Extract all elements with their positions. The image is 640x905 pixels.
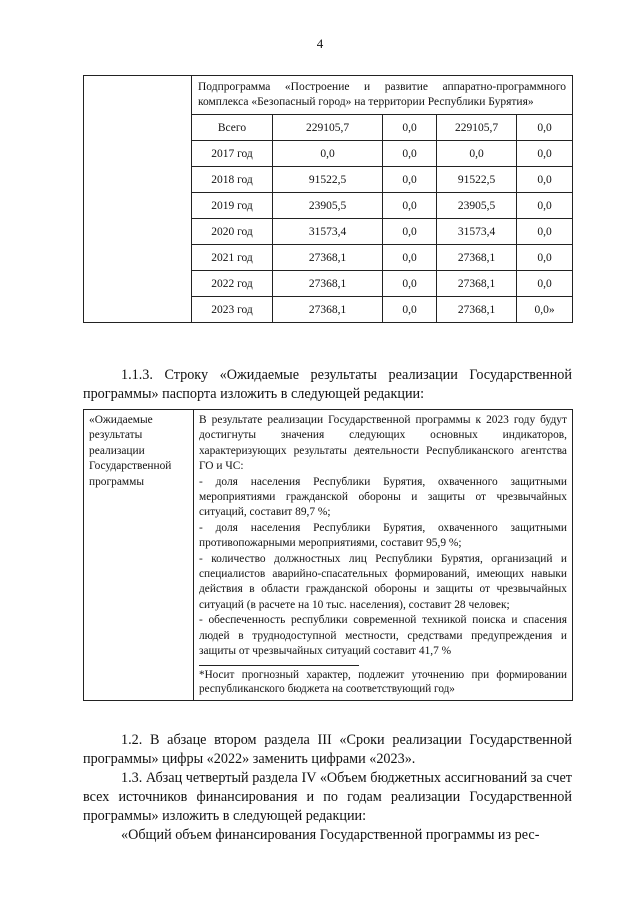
empty-left-cell	[84, 76, 192, 323]
finance-cell-c2: 0,0	[383, 271, 437, 297]
results-table	[83, 409, 572, 701]
paragraph-total-volume: «Общий объем финансирования Государственной программы из рес-	[121, 827, 540, 843]
finance-cell-c3: 0,0	[437, 141, 517, 167]
finance-cell-c1: 23905,5	[273, 193, 383, 219]
finance-cell-c3: 23905,5	[437, 193, 517, 219]
finance-cell-c1: 91522,5	[273, 167, 383, 193]
finance-cell-c1: 229105,7	[273, 115, 383, 141]
subprogram-title: Подпрограмма «Построение и развитие аппаратно-программного комплекса «Безопасный город» на территории Республики Бурятия»	[192, 76, 573, 115]
finance-cell-c1: 27368,1	[273, 297, 383, 323]
finance-cell-c2: 0,0	[383, 115, 437, 141]
finance-cell-c3: 27368,1	[437, 297, 517, 323]
results-content-cell	[194, 410, 573, 701]
finance-cell-c1: 31573,4	[273, 219, 383, 245]
results-label-cell: «Ожидаемые результаты реализации Государственной программы	[84, 410, 194, 701]
finance-cell-label: 2023 год	[192, 297, 273, 323]
finance-cell-c2: 0,0	[383, 193, 437, 219]
finance-cell-label: 2021 год	[192, 245, 273, 271]
results-item: - доля населения Республики Бурятия, охваченного защитными противопожарными мероприятиями, составит 95,9 %;	[199, 521, 567, 550]
results-item: - обеспеченность республики современной техникой поиска и спасения людей в труднодоступной местности, средствами предупреждения и защиты от чрезвычайных ситуаций составит 41,7 %	[199, 614, 567, 658]
finance-cell-c3: 27368,1	[437, 245, 517, 271]
finance-cell-c1: 0,0	[273, 141, 383, 167]
footnote: *Носит прогнозный характер, подлежит уточнению при формировании республиканского бюджета на соответствующий год»	[199, 668, 567, 695]
finance-cell-c4: 0,0	[517, 141, 573, 167]
footnote-divider	[199, 665, 359, 666]
finance-cell-c2: 0,0	[383, 219, 437, 245]
finance-cell-c3: 229105,7	[437, 115, 517, 141]
results-item: - доля населения Республики Бурятия, охваченного защитными мероприятиями гражданской обороны и защиты от чрезвычайных ситуаций, составит 89,7 %;	[199, 475, 567, 519]
finance-cell-label: 2017 год	[192, 141, 273, 167]
finance-cell-c3: 31573,4	[437, 219, 517, 245]
finance-cell-c2: 0,0	[383, 141, 437, 167]
paragraph-1-2: 1.2. В абзаце втором раздела III «Сроки реализации Государственной программы» цифры «2022» заменить цифрами «2023».	[83, 732, 572, 767]
finance-cell-label: 2019 год	[192, 193, 273, 219]
paragraph-1-1-3: 1.1.3. Строку «Ожидаемые результаты реализации Государственной программы» паспорта изложить в следующей редакции:	[83, 367, 572, 402]
finance-cell-label: Всего	[192, 115, 273, 141]
finance-cell-label: 2018 год	[192, 167, 273, 193]
finance-cell-c4: 0,0	[517, 167, 573, 193]
finance-cell-c3: 91522,5	[437, 167, 517, 193]
finance-cell-c2: 0,0	[383, 167, 437, 193]
finance-cell-c4: 0,0»	[517, 297, 573, 323]
finance-cell-c4: 0,0	[517, 193, 573, 219]
finance-cell-label: 2020 год	[192, 219, 273, 245]
finance-cell-c4: 0,0	[517, 219, 573, 245]
finance-cell-c2: 0,0	[383, 245, 437, 271]
finance-cell-c2: 0,0	[383, 297, 437, 323]
finance-cell-label: 2022 год	[192, 271, 273, 297]
results-intro: В результате реализации Государственной программы к 2023 году будут достигнуты значения следующих основных индикаторов, характеризующих результаты деятельности Республиканского агентства ГО и ЧС:	[199, 414, 567, 473]
finance-cell-c3: 27368,1	[437, 271, 517, 297]
finance-table	[83, 75, 572, 323]
finance-cell-c1: 27368,1	[273, 271, 383, 297]
page-number: 4	[316, 36, 324, 51]
paragraph-1-3: 1.3. Абзац четвертый раздела IV «Объем бюджетных ассигнований за счет всех источников финансирования и по годам реализации Государственной программы» изложить в следующей редакции:	[83, 770, 572, 824]
finance-cell-c4: 0,0	[517, 115, 573, 141]
results-item: - количество должностных лиц Республики Бурятия, организаций и специалистов аварийно-спасательных формирований, имеющих навыки действия в области гражданской обороны и защиты от чрезвычайных ситуаций (в расчете на 10 тыс. населения), составит 28 человек;	[199, 552, 567, 611]
finance-cell-c1: 27368,1	[273, 245, 383, 271]
finance-cell-c4: 0,0	[517, 271, 573, 297]
finance-cell-c4: 0,0	[517, 245, 573, 271]
